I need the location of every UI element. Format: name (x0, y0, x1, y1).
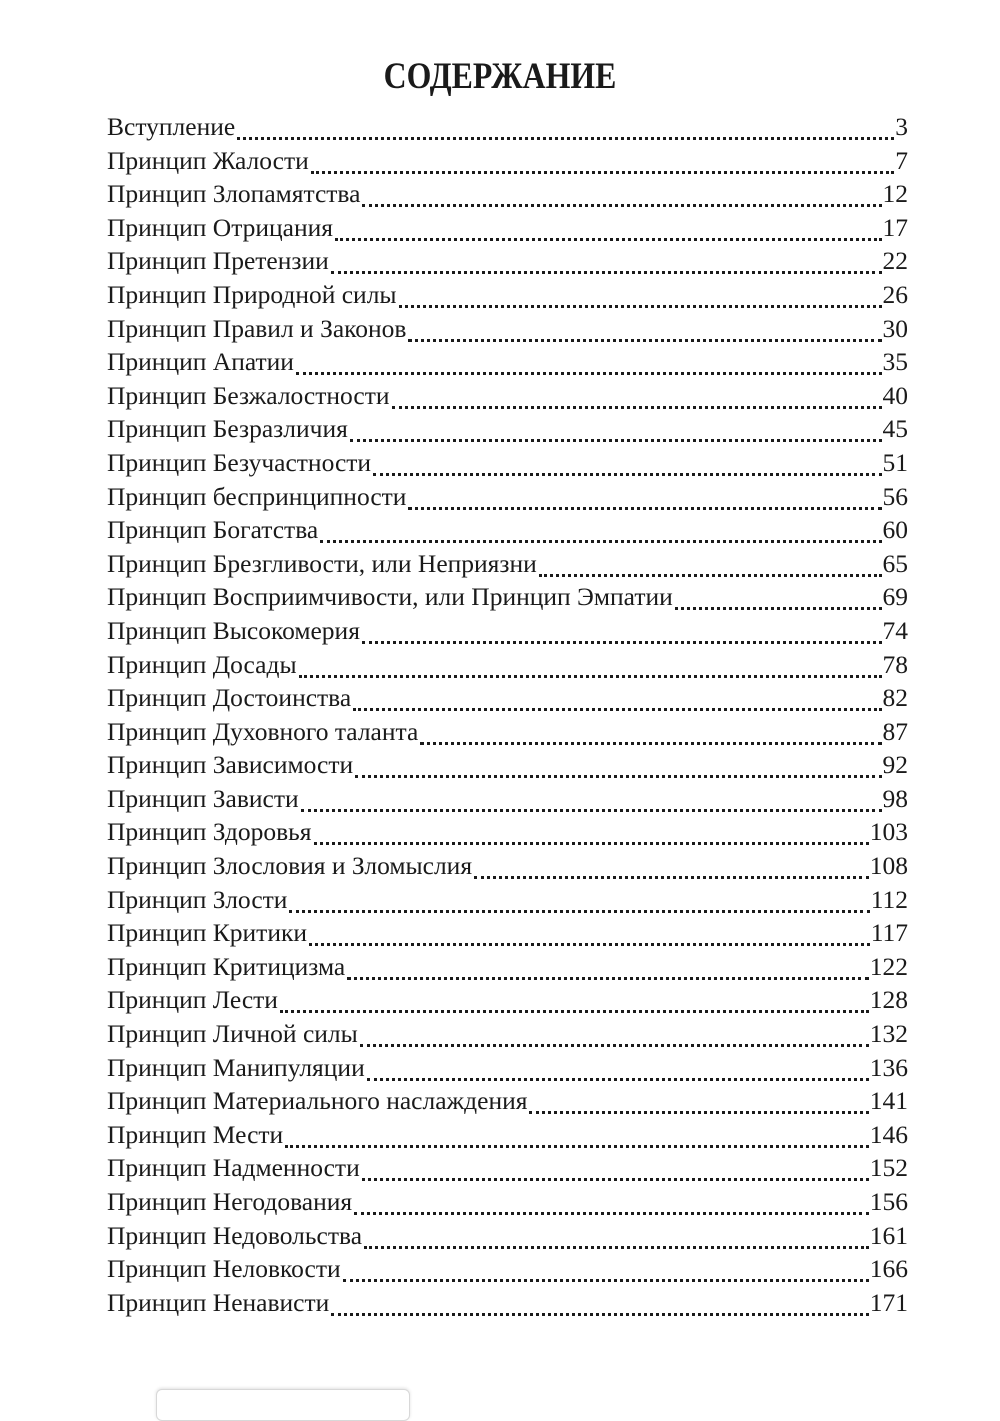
toc-entry-label: Принцип Ненависти (107, 1287, 330, 1317)
toc-entry[interactable] (107, 580, 908, 614)
toc-entry-page-number: 7 (895, 145, 908, 175)
toc-entry[interactable] (107, 1084, 908, 1118)
toc-entry-page-number: 60 (882, 515, 908, 545)
toc-dot-leader (343, 1279, 869, 1282)
bottom-tab[interactable] (156, 1389, 410, 1421)
toc-entry-page-number: 122 (869, 951, 908, 981)
toc-dot-leader (353, 708, 881, 711)
toc-dot-leader (529, 1111, 868, 1114)
toc-entry-label: Принцип Злости (107, 884, 288, 914)
toc-entry-label: Принцип Правил и Законов (107, 313, 407, 343)
toc-entry-label: Принцип Мести (107, 1119, 284, 1149)
toc-entry[interactable] (107, 916, 908, 950)
toc-entry-page-number: 98 (882, 783, 908, 813)
toc-dot-leader (362, 641, 882, 644)
toc-dot-leader (675, 607, 882, 610)
toc-entry-page-number: 92 (882, 750, 908, 780)
toc-entry[interactable] (107, 379, 908, 413)
toc-entry-page-number: 132 (869, 1019, 908, 1049)
toc-entry-page-number: 22 (882, 246, 908, 276)
toc-dot-leader (280, 1010, 869, 1013)
toc-dot-leader (285, 1145, 869, 1148)
toc-entry[interactable] (107, 681, 908, 715)
toc-dot-leader (237, 137, 894, 140)
toc-dot-leader (296, 372, 882, 375)
toc-entry-label: Принцип Духовного таланта (107, 716, 419, 746)
toc-entry[interactable] (107, 1252, 908, 1286)
toc-entry-page-number: 17 (882, 212, 908, 242)
toc-dot-leader (399, 305, 882, 308)
toc-dot-leader (408, 507, 881, 510)
toc-dot-leader (355, 775, 881, 778)
toc-entry-page-number: 51 (882, 447, 908, 477)
toc-entry-label: Принцип Богатства (107, 515, 319, 545)
toc-entry-page-number: 74 (882, 615, 908, 645)
toc-entry-label: Принцип Неловкости (107, 1254, 341, 1284)
toc-dot-leader (314, 842, 869, 845)
toc-entry-page-number: 40 (882, 380, 908, 410)
toc-entry[interactable] (107, 1051, 908, 1085)
toc-entry-label: Принцип Здоровья (107, 817, 312, 847)
toc-entry[interactable] (107, 748, 908, 782)
toc-dot-leader (474, 876, 869, 879)
toc-entry-label: Принцип Достоинства (107, 683, 352, 713)
toc-entry[interactable] (107, 278, 908, 312)
toc-dot-leader (392, 406, 882, 409)
toc-entry-label: Принцип Безжалостности (107, 380, 390, 410)
toc-entry-label: Принцип Злословия и Зломыслия (107, 851, 473, 881)
toc-entry[interactable] (107, 648, 908, 682)
toc-entry-label: Принцип Претензии (107, 246, 329, 276)
toc-dot-leader (289, 910, 869, 913)
toc-entry-label: Принцип Безучастности (107, 447, 372, 477)
toc-dot-leader (350, 439, 882, 442)
toc-entry-label: Принцип Досады (107, 649, 297, 679)
toc-entry[interactable] (107, 883, 908, 917)
toc-entry-page-number: 3 (895, 112, 908, 141)
toc-entry-page-number: 12 (882, 179, 908, 209)
toc-dot-leader (309, 943, 870, 946)
toc-entry-page-number: 112 (870, 884, 908, 914)
toc-entry-page-number: 161 (869, 1220, 908, 1250)
toc-entry-page-number: 166 (869, 1254, 908, 1284)
toc-dot-leader (347, 977, 868, 980)
toc-entry[interactable] (107, 312, 908, 346)
toc-dot-leader (354, 1212, 869, 1215)
toc-entry-label: Принцип Апатии (107, 347, 294, 377)
toc-entry[interactable] (107, 849, 908, 883)
toc-dot-leader (311, 171, 895, 174)
toc-entry-label: Принцип Критики (107, 918, 308, 948)
toc-entry-page-number: 103 (869, 817, 908, 847)
toc-dot-leader (362, 204, 881, 207)
toc-entry-label: Принцип Жалости (107, 145, 309, 175)
toc-entry-label: Принцип Лести (107, 985, 278, 1015)
toc-dot-leader (360, 1044, 869, 1047)
toc-dot-leader (364, 1246, 869, 1249)
toc-entry-page-number: 141 (869, 1086, 908, 1116)
toc-entry[interactable] (107, 177, 908, 211)
toc-entry[interactable] (107, 547, 908, 581)
toc-entry-page-number: 82 (882, 683, 908, 713)
toc-entry[interactable] (107, 715, 908, 749)
toc-entry[interactable] (107, 782, 908, 816)
toc-dot-leader (362, 1178, 869, 1181)
toc-entry-label: Принцип Высокомерия (107, 615, 360, 645)
toc-dot-leader (367, 1078, 869, 1081)
toc-entry[interactable] (107, 513, 908, 547)
toc-entry-label: Принцип Отрицания (107, 212, 334, 242)
toc-entry[interactable] (107, 244, 908, 278)
toc-entry-page-number: 65 (882, 548, 908, 578)
toc-entry-page-number: 56 (882, 481, 908, 511)
toc-entry-label: Вступление (107, 112, 236, 141)
toc-entry-page-number: 108 (869, 851, 908, 881)
page-title: СОДЕРЖАНИЕ (383, 55, 617, 97)
toc-entry-label: Принцип беспринципности (107, 481, 407, 511)
toc-entry-label: Принцип Злопамятства (107, 179, 361, 209)
toc-entry-page-number: 45 (882, 414, 908, 444)
toc-entry-page-number: 128 (869, 985, 908, 1015)
toc-entry-label: Принцип Манипуляции (107, 1052, 365, 1082)
toc-entry-label: Принцип Зависимости (107, 750, 354, 780)
toc-entry[interactable] (107, 446, 908, 480)
toc-entry-page-number: 69 (882, 582, 908, 612)
toc-entry[interactable] (107, 950, 908, 984)
toc-entry-page-number: 136 (869, 1052, 908, 1082)
toc-entry-label: Принцип Брезгливости, или Неприязни (107, 548, 537, 578)
toc-dot-leader (320, 540, 881, 543)
toc-entry[interactable] (107, 1017, 908, 1051)
toc-dot-leader (301, 809, 882, 812)
toc-entry[interactable] (107, 1151, 908, 1185)
toc-entry-label: Принцип Недовольства (107, 1220, 363, 1250)
toc-entry[interactable] (107, 983, 908, 1017)
toc-entry-label: Принцип Материального наслаждения (107, 1086, 528, 1116)
table-of-contents (107, 110, 908, 1319)
toc-entry-label: Принцип Безразличия (107, 414, 348, 444)
toc-dot-leader (539, 574, 882, 577)
toc-entry-page-number: 156 (869, 1187, 908, 1216)
toc-entry-label: Принцип Негодования (107, 1187, 353, 1216)
toc-entry-page-number: 26 (882, 279, 908, 309)
toc-entry[interactable] (107, 1118, 908, 1152)
toc-entry-page-number: 171 (869, 1287, 908, 1317)
toc-entry-page-number: 117 (870, 918, 908, 948)
toc-dot-leader (408, 339, 881, 342)
toc-entry-page-number: 35 (882, 347, 908, 377)
toc-entry[interactable] (107, 1286, 908, 1320)
toc-entry[interactable] (107, 614, 908, 648)
toc-entry[interactable] (107, 1185, 908, 1219)
toc-entry-label: Принцип Критицизма (107, 951, 346, 981)
toc-entry[interactable] (107, 815, 908, 849)
toc-entry-label: Принцип Зависти (107, 783, 299, 813)
toc-dot-leader (420, 742, 881, 745)
toc-entry[interactable] (107, 345, 908, 379)
toc-dot-leader (299, 675, 882, 678)
toc-entry-label: Принцип Природной силы (107, 279, 397, 309)
toc-entry[interactable] (107, 1219, 908, 1253)
toc-entry-page-number: 30 (882, 313, 908, 343)
toc-entry[interactable] (107, 211, 908, 245)
toc-entry-page-number: 146 (869, 1119, 908, 1149)
toc-entry-page-number: 152 (869, 1153, 908, 1183)
toc-dot-leader (373, 473, 881, 476)
toc-entry[interactable] (107, 480, 908, 514)
toc-dot-leader (331, 271, 882, 274)
toc-dot-leader (335, 238, 881, 241)
toc-entry-label: Принцип Надменности (107, 1153, 360, 1183)
toc-entry[interactable] (107, 412, 908, 446)
toc-entry-page-number: 78 (882, 649, 908, 679)
toc-entry-label: Принцип Личной силы (107, 1019, 358, 1049)
toc-dot-leader (331, 1313, 868, 1316)
toc-entry[interactable] (107, 144, 908, 178)
toc-entry-label: Принцип Восприимчивости, или Принцип Эмпатии (107, 582, 673, 612)
toc-entry[interactable] (107, 110, 908, 144)
toc-entry-page-number: 87 (882, 716, 908, 746)
